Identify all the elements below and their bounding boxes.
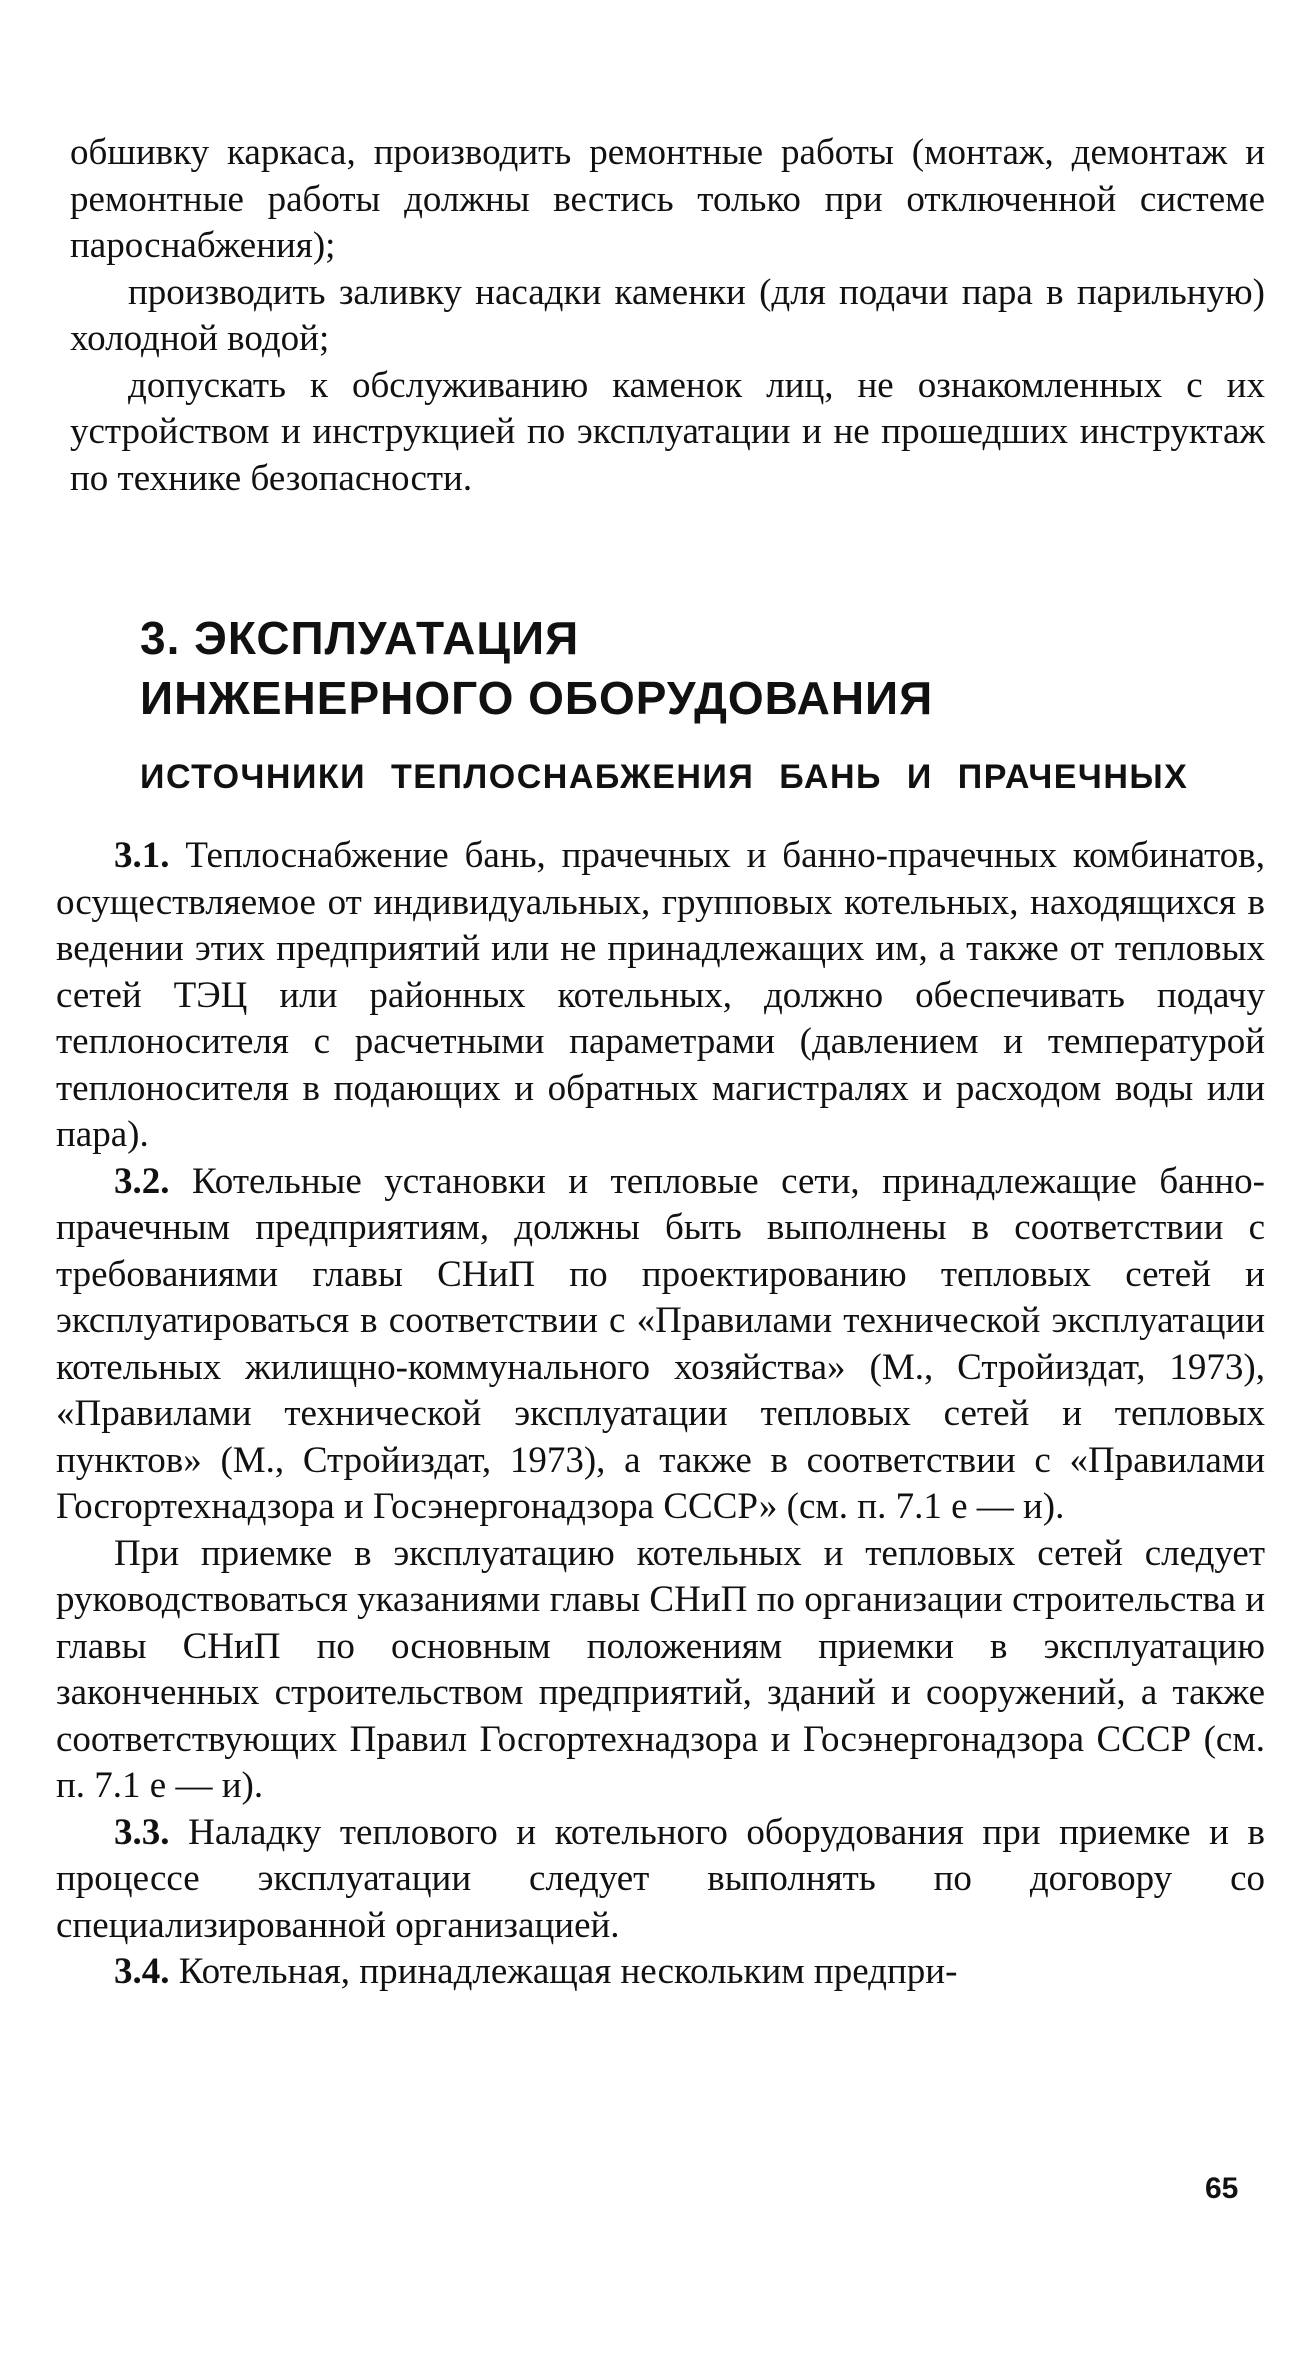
paragraph-3-2-acceptance: При приемке в эксплуатацию котельных и тепловых сетей следует руководствоваться указаниями главы СНиП по организации строительства и главы СНиП по основным положениям приемки в эксплуатацию законченных строительством предприятий, зданий и сооружений, а также соответствующих Правил Госгортехнадзора и Госэнергонадзора СССР (см. п. 7.1 е — и). — [56, 1532, 1265, 1806]
paragraph-number: 3.4. — [114, 1951, 170, 1992]
intro-paragraph-2: производить заливку насадки каменки (для подачи пара в парильную) холодной водой; — [70, 271, 1265, 359]
paragraph-number: 3.3. — [114, 1811, 170, 1853]
paragraph-3-2 — [56, 1159, 1265, 1531]
paragraph-text: Котельные установки и тепловые сети, принадлежащие банно-прачечным предприятиям, должны быть выполнены в соответствии с требованиями главы СНиП по проектированию тепловых сетей и эксплуатироваться в соответствии с «Правилами технической эксплуатации котельных жилищно-коммунального хозяйства» (М., Стройиздат, 1973), «Правилами технической эксплуатации тепловых сетей и тепловых пунктов» (М., Стройиздат, 1973), а также в соответствии с «Правилами Госгортехнадзора и Госэнергонадзора СССР» (см. п. 7.1 е — и). — [56, 1160, 1265, 1527]
main-text-block — [56, 833, 1265, 1996]
paragraph-3-3 — [56, 1810, 1265, 1950]
page-number: 65 — [1205, 2172, 1239, 2205]
section-title — [140, 608, 1140, 728]
intro-text-block — [70, 130, 1265, 502]
section-title-line-2: ИНЖЕНЕРНОГО ОБОРУДОВАНИЯ — [140, 672, 934, 724]
paragraph-3-4 — [56, 1949, 1265, 1996]
paragraph-3-1 — [56, 833, 1265, 1159]
paragraph-text: Наладку теплового и котельного оборудования при приемке и в процессе эксплуатации следует выполнять по договору со специализированной организацией. — [56, 1811, 1266, 1946]
paragraph-number: 3.1. — [114, 835, 170, 876]
paragraph-number: 3.2. — [114, 1160, 170, 1202]
paragraph-text: Котельная, принадлежащая нескольким предпри- — [178, 1951, 958, 1992]
intro-paragraph-3: допускать к обслуживанию каменок лиц, не ознакомленных с их устройством и инструкцией по эксплуатации и не прошедших инструктаж по технике безопасности. — [70, 364, 1265, 499]
intro-paragraph-1: обшивку каркаса, производить ремонтные работы (монтаж, демонтаж и ремонтные работы должны вестись только при отключенной системе пароснабжения); — [70, 132, 1265, 266]
paragraph-text: Теплоснабжение бань, прачечных и банно-прачечных комбинатов, осуществляемое от индивидуальных, групповых котельных, находящихся в ведении этих предприятий или не принадлежащих им, а также от тепловых сетей ТЭЦ или районных котельных, должно обеспечивать подачу теплоносителя с расчетными параметрами (давлением и температурой теплоносителя в подающих и обратных магистралях и расходом воды или пара). — [56, 835, 1265, 1155]
section-title-line-1: 3. ЭКСПЛУАТАЦИЯ — [140, 612, 580, 664]
subsection-title: ИСТОЧНИКИ ТЕПЛОСНАБЖЕНИЯ БАНЬ И ПРАЧЕЧНЫХ — [140, 758, 1189, 796]
